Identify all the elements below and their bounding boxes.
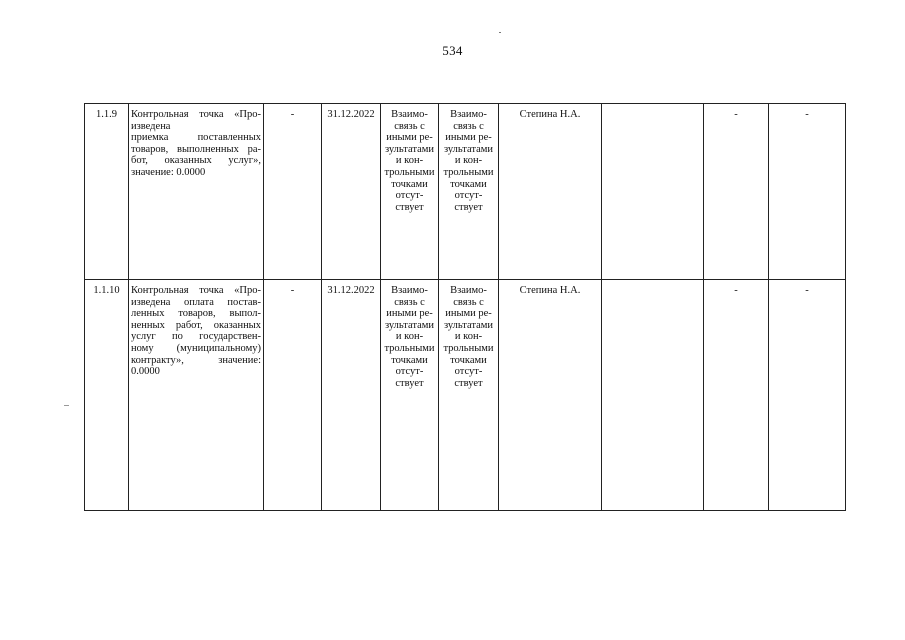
description-line: товаров, выполненных ра- (131, 143, 261, 155)
relationship-line: трольными (384, 342, 435, 354)
empty-cell (602, 280, 704, 511)
scan-speck (499, 32, 501, 33)
item-number: 1.1.10 (93, 285, 120, 296)
relationship-line: ствует (454, 201, 483, 213)
column-10-cell (704, 104, 769, 280)
relationship-line: точками (450, 354, 487, 366)
description-line: ному (муниципальному) (131, 342, 261, 354)
relationship-cell (381, 104, 439, 280)
relationship-line: Взаимо- (450, 285, 487, 296)
description-cell (129, 104, 264, 280)
description-line: 0.0000 (131, 366, 160, 378)
responsible-person-cell (499, 280, 602, 511)
relationship-line: Взаимо- (391, 285, 428, 296)
column-11-cell (769, 104, 846, 280)
relationship-line: и кон- (395, 155, 424, 167)
table-row (85, 280, 846, 511)
description-line: ленных товаров, выпол- (131, 308, 261, 320)
relationship-line: точками (391, 178, 428, 190)
relationship-line: Взаимо- (391, 109, 428, 120)
column-11-cell (769, 280, 846, 511)
relationship-line: связь с (453, 120, 484, 132)
dash-value: - (290, 109, 295, 120)
relationship-cell (439, 280, 499, 511)
relationship-line: иными ре- (386, 308, 433, 320)
table-body (85, 104, 846, 511)
relationship-line: иными ре- (445, 132, 492, 144)
relationship-line: трольными (443, 166, 494, 178)
description-line: изведена оплата постав- (131, 296, 261, 308)
page-number: 534 (442, 43, 463, 58)
description-line: бот, оказанных услуг», (131, 155, 261, 167)
column-3-cell (264, 280, 322, 511)
relationship-line: Взаимо- (450, 109, 487, 120)
description-line: ненных работ, оказанных (131, 319, 261, 331)
dash-value: - (734, 109, 738, 120)
scan-speck (64, 405, 69, 406)
relationship-line: и кон- (395, 331, 424, 343)
description-line: контракту», значение: (131, 354, 261, 366)
description-line: изведена (131, 120, 171, 132)
relationship-line: зультатами (443, 143, 494, 155)
relationship-line: точками (450, 178, 487, 190)
relationship-line: и кон- (454, 155, 483, 167)
relationship-cell (381, 280, 439, 511)
dash-value: - (805, 109, 809, 120)
relationship-line: ствует (395, 377, 424, 389)
description-line: Контрольная точка «Про- (131, 109, 261, 120)
dash-value: - (290, 285, 295, 296)
relationship-line: иными ре- (445, 308, 492, 320)
relationship-cell (439, 104, 499, 280)
deadline-date: 31.12.2022 (327, 109, 375, 120)
relationship-line: иными ре- (386, 132, 433, 144)
description-line: приемка поставленных (131, 132, 261, 144)
relationship-line: отсут- (395, 366, 424, 378)
description-cell (129, 280, 264, 511)
relationship-line: зультатами (384, 143, 435, 155)
table-row (85, 104, 846, 280)
relationship-line: точками (391, 354, 428, 366)
relationship-line: ствует (395, 201, 424, 213)
deadline-date: 31.12.2022 (327, 285, 375, 296)
relationship-line: связь с (394, 120, 425, 132)
relationship-line: отсут- (395, 190, 424, 202)
relationship-line: отсут- (454, 366, 483, 378)
relationship-line: и кон- (454, 331, 483, 343)
relationship-line: зультатами (443, 319, 494, 331)
description-line: значение: 0.0000 (131, 166, 206, 178)
relationship-line: зультатами (384, 319, 435, 331)
relationship-line: связь с (453, 296, 484, 308)
dash-value: - (805, 285, 809, 296)
item-number-cell (85, 104, 129, 280)
responsible-person: Степина Н.А. (519, 109, 581, 120)
date-cell (322, 104, 381, 280)
relationship-line: связь с (394, 296, 425, 308)
empty-cell (602, 104, 704, 280)
relationship-line: трольными (384, 166, 435, 178)
item-number: 1.1.9 (96, 109, 117, 120)
dash-value: - (734, 285, 738, 296)
relationship-line: ствует (454, 377, 483, 389)
description-line: услуг по государствен- (131, 331, 261, 343)
date-cell (322, 280, 381, 511)
control-points-table (84, 103, 846, 511)
column-3-cell (264, 104, 322, 280)
relationship-line: отсут- (454, 190, 483, 202)
responsible-person-cell (499, 104, 602, 280)
description-line: Контрольная точка «Про- (131, 285, 261, 296)
responsible-person: Степина Н.А. (519, 285, 581, 296)
item-number-cell (85, 280, 129, 511)
column-10-cell (704, 280, 769, 511)
relationship-line: трольными (443, 342, 494, 354)
